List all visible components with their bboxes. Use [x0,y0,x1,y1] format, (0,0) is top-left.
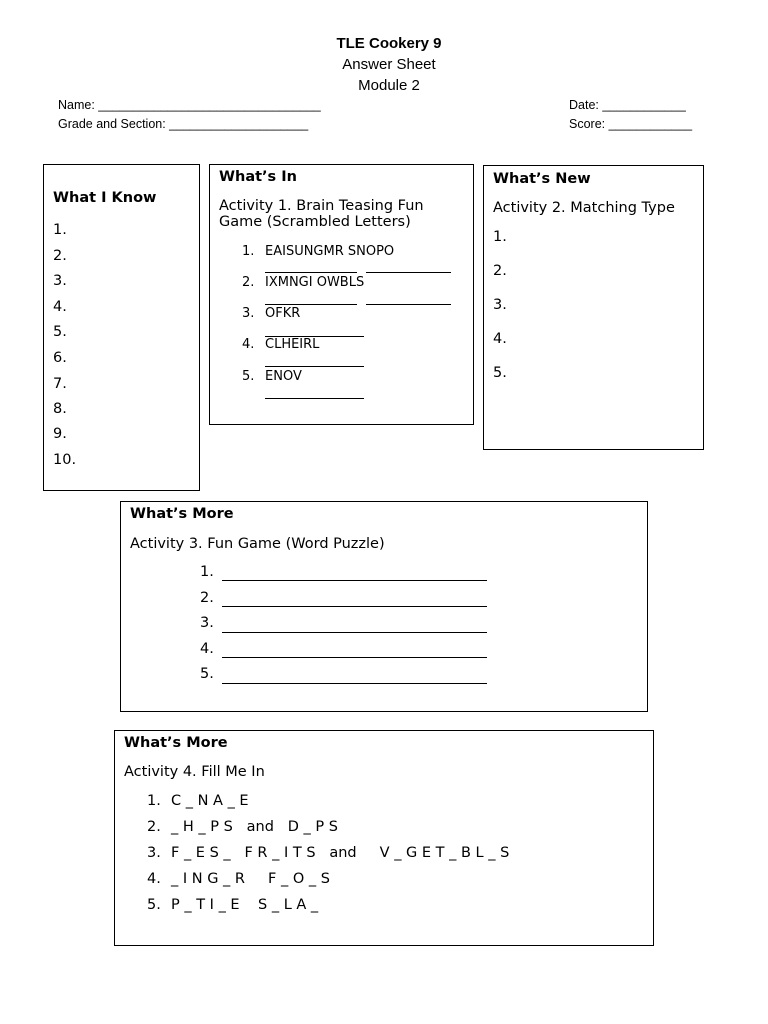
activity-3-title: Activity 3. Fun Game (Word Puzzle) [130,536,385,552]
list-item: 6. [53,350,67,366]
answer-line [265,398,364,399]
list-item: 4. [53,299,67,315]
answer-line [265,272,357,273]
scrambled-word: EAISUNGMR SNOPO [265,244,395,259]
answer-line [222,657,487,658]
answer-line [222,606,487,607]
activity-2-title: Activity 2. Matching Type [493,200,675,216]
list-item-number: 5. [242,369,255,384]
fill-in-item: C _ N A _ E [171,793,249,809]
date-field: Date: ____________ [569,98,686,112]
list-item-number: 1. [200,564,214,580]
fill-in-item: P _ T I _ E S _ L A _ [171,897,319,913]
list-item-number: 3. [147,845,161,861]
document-title: TLE Cookery 9 [336,35,442,52]
activity-4-title: Activity 4. Fill Me In [124,764,265,780]
list-item-number: 2. [200,590,214,606]
list-item: 2. [493,263,507,279]
list-item: 1. [493,229,507,245]
whats-more-title: What’s More [124,735,228,751]
what-i-know-title: What I Know [53,190,157,206]
answer-line [222,632,487,633]
what-i-know-box [43,164,200,491]
list-item: 7. [53,376,67,392]
whats-more-title: What’s More [130,506,234,522]
activity-1-title-line2: Game (Scrambled Letters) [219,214,411,230]
document-subtitle: Answer Sheet [342,56,436,73]
list-item-number: 4. [147,871,161,887]
list-item-number: 1. [147,793,161,809]
list-item: 4. [493,331,507,347]
scrambled-word: ENOV [265,369,302,384]
list-item: 10. [53,452,77,468]
list-item-number: 3. [200,615,214,631]
answer-line [366,304,451,305]
scrambled-word: CLHEIRL [265,337,320,352]
activity-1-title-line1: Activity 1. Brain Teasing Fun [219,198,424,214]
list-item-number: 4. [200,641,214,657]
list-item: 3. [53,273,67,289]
list-item-number: 5. [147,897,161,913]
answer-line [366,272,451,273]
score-field: Score: ____________ [569,117,693,131]
whats-new-title: What’s New [493,171,591,187]
list-item: 5. [493,365,507,381]
list-item-number: 3. [242,306,255,321]
whats-more-activity-4-box [114,730,654,946]
list-item: 3. [493,297,507,313]
list-item: 8. [53,401,67,417]
fill-in-item: _ H _ P S and D _ P S [171,819,338,835]
whats-more-activity-3-box [120,501,648,712]
answer-line [265,304,357,305]
list-item: 1. [53,222,67,238]
scrambled-word: OFKR [265,306,301,321]
list-item-number: 2. [147,819,161,835]
list-item: 9. [53,426,67,442]
whats-in-title: What’s In [219,169,297,185]
list-item: 5. [53,324,67,340]
module-label: Module 2 [358,77,420,94]
answer-line [222,683,487,684]
list-item-number: 5. [200,666,214,682]
grade-section-field: Grade and Section: ____________________ [58,117,309,131]
list-item-number: 4. [242,337,255,352]
list-item-number: 2. [242,275,255,290]
fill-in-item: _ I N G _ R F _ O _ S [171,871,330,887]
fill-in-item: F _ E S _ F R _ I T S and V _ G E T _ B L _ S [171,845,510,861]
whats-in-box [209,164,474,425]
list-item: 2. [53,248,67,264]
answer-line [222,580,487,581]
scrambled-word: IXMNGI OWBLS [265,275,365,290]
list-item-number: 1. [242,244,255,259]
whats-new-box [483,165,704,450]
answer-line [265,366,364,367]
name-field: Name: ________________________________ [58,98,321,112]
